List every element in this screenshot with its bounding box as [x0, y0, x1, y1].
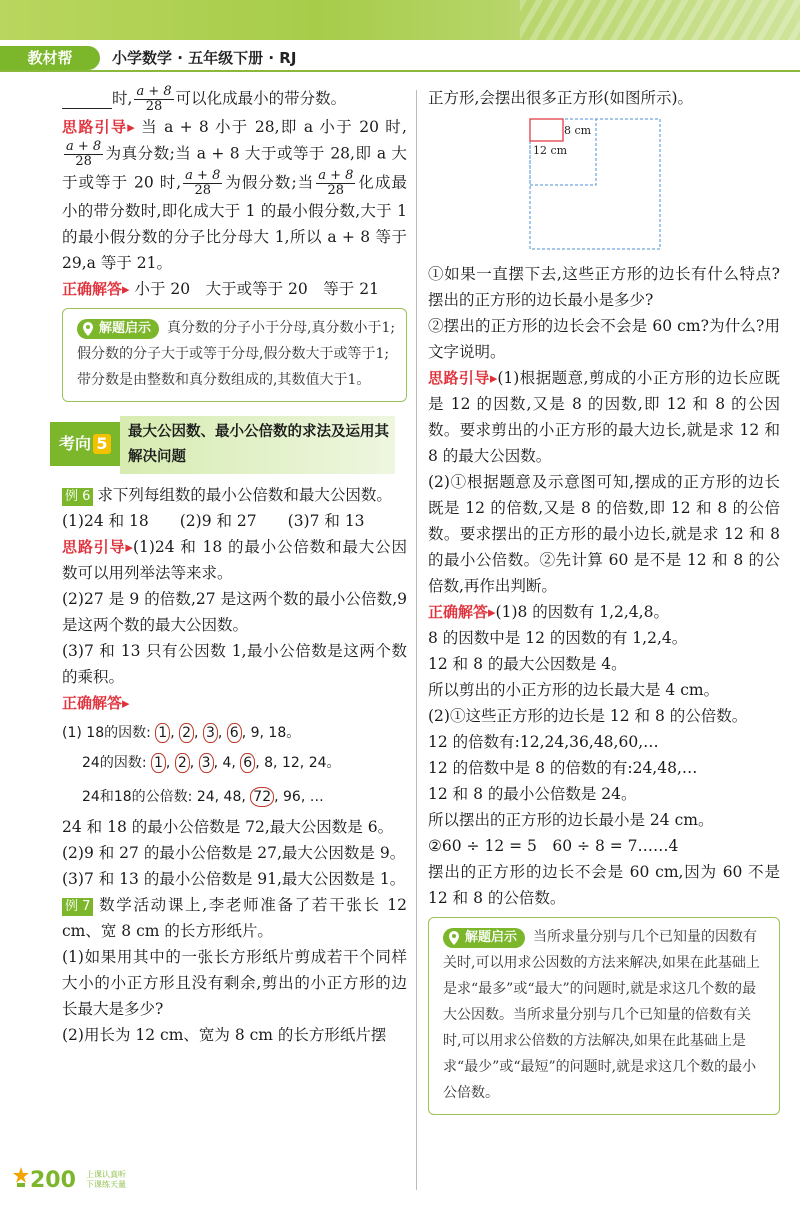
- example-7: 例 7 数学活动课上,李老师准备了若干张长 12 cm、宽 8 cm 的长方形纸片。: [62, 896, 407, 940]
- answer-line: 12 和 8 的最大公因数是 4。: [428, 655, 627, 673]
- brand-logo: 教材帮: [0, 46, 100, 70]
- fig-height-label: 12 cm: [533, 144, 568, 157]
- answer-label: 正确解答: [428, 603, 489, 621]
- handwritten-line-3: 24和18的公倍数: 24, 48, 72 , 96, …: [82, 789, 324, 805]
- example-7-q2: (2)用长为 12 cm、宽为 8 cm 的长方形纸片摆: [62, 1026, 387, 1044]
- silu-label: 思路引导: [428, 369, 490, 387]
- left-column: [58, 84, 407, 1048]
- silu-3-part2: (2)①根据题意及示意图可知,摆成的正方形的边长既是 12 的倍数,又是 8 的倍数,即 12 和 8 的公倍数。要求摆出的正方形的最小边长,就是求 12 和 8 的最小公倍数。②先计算 60 是不是 12 和 8 的公倍数,再作出判断。: [428, 473, 780, 595]
- tip-box-2: 解题启示 当所求量分别与几个已知量的因数有关时,可以用求公因数的方法来解决,如果在此基础上是求“最多”或“最大”的问题时,就是求这几个数的最大公因数。当所求量分别与几个已知量的倍数有关时,可以用求公倍数的方法解决,如果在此基础上是求“最少”或“最短”的问题时,就是求这几个数的最小公倍数。: [428, 917, 780, 1115]
- tip-box-1: 解题启示 真分数的分子小于分母,真分数小于1;假分数的分子大于或等于分母,假分数大于或等于1;带分数是由整数和真分数组成的,其数值大于1。: [62, 308, 407, 402]
- handwritten-line-2: 24的因数: 1 , 2 , 3 , 4, 6 , 8, 12, 24。: [82, 755, 341, 771]
- silu-block-2: 思路引导▸(1)24 和 18 的最小公倍数和最大公因数可以用列举法等来求。: [62, 538, 407, 582]
- example-6-items: (1)24 和 18 (2)9 和 27 (3)7 和 13: [62, 512, 365, 530]
- answer-label: 正确解答: [62, 280, 123, 298]
- example-7-cont: 正方形,会摆出很多正方形(如图所示)。: [428, 89, 694, 107]
- fig-width-label: 8 cm: [564, 124, 592, 137]
- right-column: [428, 85, 780, 1115]
- answer-blank: [62, 91, 112, 109]
- squares-diagram: [528, 117, 668, 257]
- answer-block-3: 正确解答▸(1)8 的因数有 1,2,4,8。: [428, 603, 669, 621]
- answer-line: 12 的倍数有:12,24,36,48,60,…: [428, 733, 659, 751]
- answer-line: 12 的倍数中是 8 的倍数的有:24,48,…: [428, 759, 698, 777]
- fraction: $\frac{a + 8}{28}$: [318, 168, 354, 198]
- example-6: 例 6 求下列每组数的最小公倍数和最大公因数。: [62, 482, 407, 508]
- fraction: $\frac{a + 8}{28}$: [185, 168, 221, 198]
- answer-line: (2)①这些正方形的边长是 12 和 8 的公倍数。: [428, 707, 748, 725]
- footer-slogan: 上课认真听 下课练天量: [86, 1170, 126, 1189]
- question-b: ②摆出的正方形的边长会不会是 60 cm?为什么?用文字说明。: [428, 317, 780, 361]
- page-number: 200: [30, 1168, 76, 1193]
- answer-6-2: (2)9 和 27 的最小公倍数是 27,最大公因数是 9。: [62, 844, 406, 862]
- silu-2-part3: (3)7 和 13 只有公因数 1,最小公倍数是这两个数的乘积。: [62, 642, 407, 686]
- kaoxiang-banner: [50, 416, 395, 474]
- answer-6-1: 24 和 18 的最小公倍数是 72,最大公因数是 6。: [62, 818, 394, 836]
- answer-line: 所以剪出的小正方形的边长最大是 4 cm。: [428, 681, 720, 699]
- tip-label: 解题启示: [77, 319, 159, 339]
- answer-6-3: (3)7 和 13 的最小公倍数是 91,最大公因数是 1。: [62, 870, 406, 888]
- book-title: 小学数学 · 五年级下册 · RJ: [112, 49, 297, 67]
- fraction: $\frac{a + 8}{28}$: [136, 84, 172, 114]
- example-label: 例 7: [62, 898, 93, 916]
- kaoxiang-title: 最大公因数、最小公倍数的求法及运用其解决问题: [128, 424, 389, 465]
- question-tail: 时, $\frac{a + 8}{28}$ 可以化成最小的带分数。: [62, 85, 407, 114]
- example-7-q1: (1)如果用其中的一张长方形纸片剪成若干个同样大小的小正方形且没有剩余,剪出的小正方形的边长最大是多少?: [62, 948, 407, 1018]
- page-header: [0, 0, 800, 82]
- silu-block-1: 思路引导▸ 当 a + 8 小于 28,即 a 小于 20 时, $\frac{a + 8}{28}$ 为真分数;当 a + 8 大于或等于 28,即 a 大 于或等于 20 时, $\frac{a + 8}{28}$ 为假分数;当 $\frac{a + 8}{28}$ 化成最 小的带分数时,即化成大于 1 的最小假分数,大于 1 的最小假分数的分子比分母大 1,所以 a + 8 等于 29,a 等于 21。: [62, 118, 407, 272]
- large-square-dashed: [530, 119, 660, 249]
- kaoxiang-tab: 考向 5: [50, 422, 120, 466]
- question-a: ①如果一直摆下去,这些正方形的边长有什么特点?摆出的正方形的边长最小是多少?: [428, 265, 780, 309]
- example-label: 例 6: [62, 488, 93, 506]
- answer-line: 12 和 8 的最小公倍数是 24。: [428, 785, 637, 803]
- answer-block-1: 正确解答▸ 小于 20 大于或等于 20 等于 21: [62, 280, 379, 298]
- answer-line: 摆出的正方形的边长不会是 60 cm,因为 60 不是 12 和 8 的公倍数。: [428, 863, 780, 907]
- header-stripes: [520, 0, 800, 40]
- silu-2-part2: (2)27 是 9 的倍数,27 是这两个数的最小公倍数,9 是这两个数的最大公因数。: [62, 590, 407, 634]
- answer-line: ②60 ÷ 12 = 5 60 ÷ 8 = 7……4: [428, 837, 679, 855]
- tip-label: 解题启示: [443, 928, 525, 948]
- handwritten-line-1: (1) 18的因数: 1 , 2 , 3 , 6 , 9, 18。: [62, 725, 301, 741]
- silu-label: 思路引导: [62, 118, 128, 136]
- fraction: $\frac{a + 8}{28}$: [66, 139, 102, 169]
- silu-block-3: 思路引导▸(1)根据题意,剪成的小正方形的边长应既是 12 的因数,又是 8 的因数,即 12 和 8 的公因数。要求剪出的小正方形的最大边长,就是求 12 和 8 的最大公因数。: [428, 369, 780, 465]
- answer-line: 所以摆出的正方形的边长最小是 24 cm。: [428, 811, 714, 829]
- answer-label-2: 正确解答▸: [62, 694, 130, 712]
- pin-icon: [448, 931, 460, 945]
- star-mascot-icon: [12, 1166, 30, 1188]
- column-divider: [416, 90, 417, 1190]
- answer-line: 8 的因数中是 12 的因数的有 1,2,4。: [428, 629, 688, 647]
- base-rectangle: [530, 119, 563, 141]
- silu-label: 思路引导: [62, 538, 126, 556]
- pin-icon: [82, 322, 94, 336]
